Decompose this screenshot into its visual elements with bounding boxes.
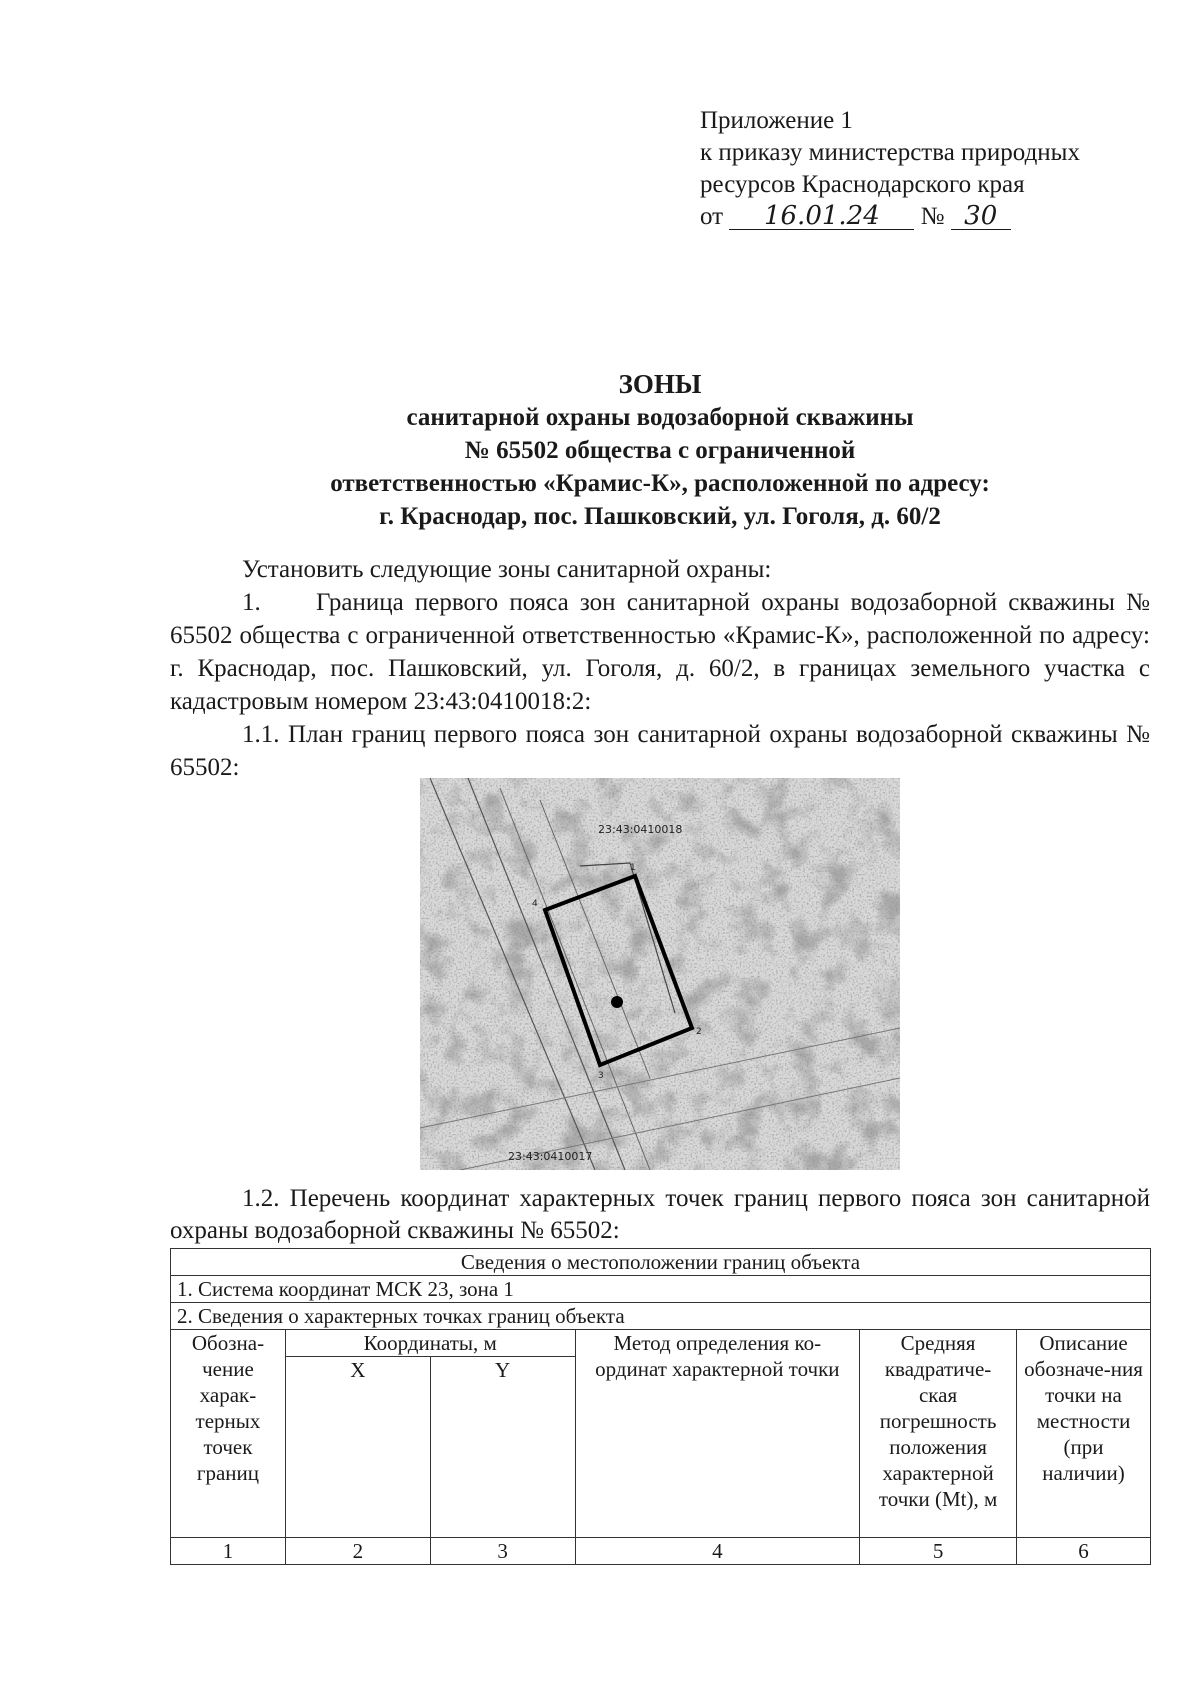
col-number-1: 1 (171, 1538, 286, 1565)
body-text (170, 553, 1150, 784)
col-header-coordinates: Координаты, м (285, 1330, 575, 1357)
point-label-1: 1 (630, 863, 636, 873)
table-coordinate-system: 1. Система координат МСК 23, зона 1 (171, 1276, 1151, 1303)
appendix-line-4 (700, 201, 1080, 233)
table-row-points (171, 1303, 1151, 1330)
title-line-2: санитарной охраны водозаборной скважины (406, 404, 914, 431)
col-number-3: 3 (430, 1538, 575, 1565)
item-1-2-block (170, 1183, 1150, 1247)
col-number-6: 6 (1017, 1538, 1151, 1565)
cadastral-label-bottom: 23:43:0410017 (508, 1150, 593, 1163)
col-header-y: Y (430, 1357, 575, 1538)
appendix-line-3: ресурсов Краснодарского края (700, 171, 1025, 198)
col-header-x: X (285, 1357, 430, 1538)
appendix-line-2: к приказу министерства природных (700, 139, 1080, 166)
item-1-number: 1. (242, 589, 261, 616)
title-line-1: ЗОНЫ (618, 369, 702, 399)
document-title (160, 368, 1160, 533)
table-row-header (171, 1249, 1151, 1276)
col-header-method: Метод определения ко-ординат характерной точки (575, 1330, 860, 1538)
title-line-5: г. Краснодар, пос. Пашковский, ул. Гоголя, д. 60/2 (379, 503, 941, 530)
cadastral-label-top: 23:43:0410018 (598, 823, 683, 836)
intro-paragraph: Установить следующие зоны санитарной охраны: (242, 556, 772, 583)
appendix-header (700, 105, 1080, 233)
table-header-main: Сведения о местоположении границ объекта (171, 1249, 1151, 1276)
number-label: № (920, 203, 945, 230)
item-1-text: Граница первого пояса зон санитарной охраны водозаборной скважины № 65502 общества с ограниченной ответственностью «Крамис-К», расположенной по адресу: г. Краснодар, пос. Пашковский, ул. Гоголя, д. 60/2, в границах земельного участка с кадастровым номером 23:43:0410018:2: (170, 589, 1150, 715)
table-points-info: 2. Сведения о характерных точках границ объекта (171, 1303, 1151, 1330)
appendix-line-1: Приложение 1 (700, 107, 853, 134)
title-line-4: ответственностью «Крамис-К», расположенной по адресу: (330, 470, 990, 497)
item-1-paragraph (170, 586, 1150, 718)
col-number-5: 5 (860, 1538, 1017, 1565)
well-marker (611, 996, 623, 1008)
col-header-description: Описание обозначе-ния точки на местности (при наличии) (1017, 1330, 1151, 1538)
item-1-1-paragraph: 1.1. План границ первого пояса зон санитарной охраны водозаборной скважины № 65502: (170, 721, 1150, 781)
point-label-2: 2 (696, 1027, 702, 1037)
handwritten-date: 16.01.24 (729, 203, 914, 230)
handwritten-number: 30 (951, 203, 1011, 230)
table-row-column-headers (171, 1330, 1151, 1357)
col-header-mean-error: Средняя квадратиче-ская погрешность положения характерной точки (Mt), м (860, 1330, 1017, 1538)
col-number-2: 2 (285, 1538, 430, 1565)
table-row-system (171, 1276, 1151, 1303)
col-number-4: 4 (575, 1538, 860, 1565)
from-label: от (700, 203, 724, 230)
item-1-2-paragraph: 1.2. Перечень координат характерных точек границ первого пояса зон санитарной охраны водозаборной скважины № 65502: (170, 1185, 1150, 1244)
table-row-numbers (171, 1538, 1151, 1565)
coordinates-table (170, 1248, 1151, 1565)
title-line-3: № 65502 общества с ограниченной (464, 437, 856, 464)
point-label-3: 3 (598, 1071, 604, 1081)
point-label-4: 4 (532, 899, 538, 909)
boundary-plan-map (420, 778, 900, 1170)
col-header-point-designation: Обозна-чение харак-терных точек границ (171, 1330, 286, 1538)
